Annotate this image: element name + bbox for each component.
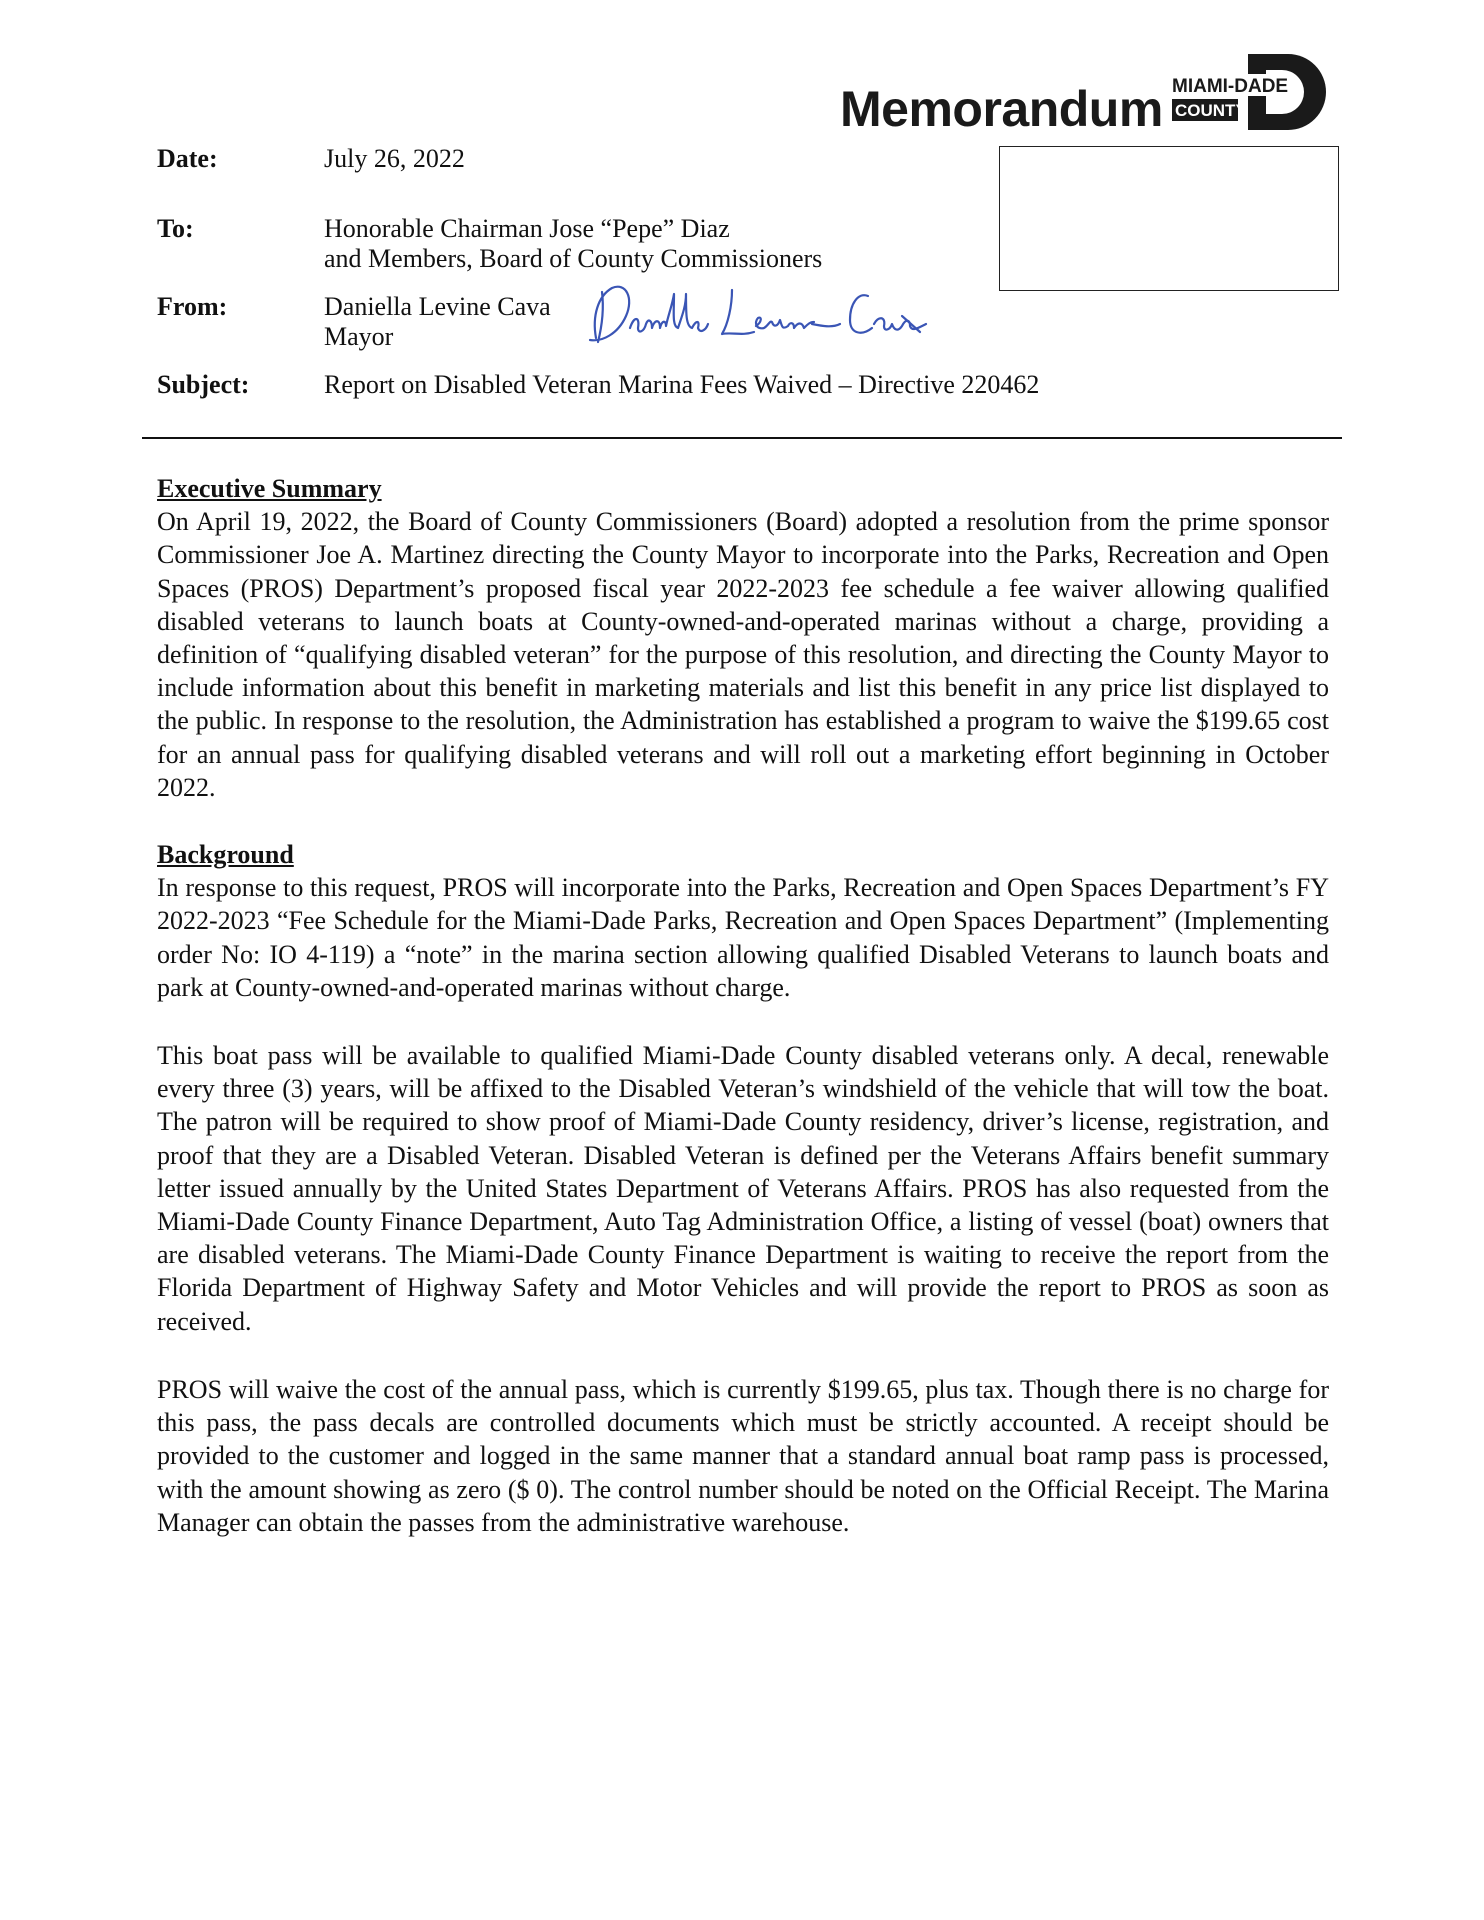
background-section: [157, 838, 1329, 1004]
to-label: To:: [157, 214, 194, 243]
from-label: From:: [157, 292, 228, 321]
subject-value: Report on Disabled Veteran Marina Fees Waived – Directive 220462: [324, 370, 1040, 399]
subject-label: Subject:: [157, 370, 250, 399]
background-paragraph-3-block: [157, 1373, 1329, 1539]
executive-summary-paragraph: On April 19, 2022, the Board of County Commissioners (Board) adopted a resolution from the prime sponsor Commissioner Joe A. Martinez directing the County Mayor to incorporate into the Parks, Recreation and Open Spaces (PROS) Department’s proposed fiscal year 2022-2023 fee schedule a fee waiver allowing qualified disabled veterans to launch boats at County-owned-and-operated marinas without a charge, providing a definition of “qualifying disabled veteran” for the purpose of this resolution, and directing the County Mayor to include information about this benefit in marketing materials and list this benefit in any price list displayed to the public. In response to the resolution, the Administration has established a program to waive the $199.65 cost for an annual pass for qualifying disabled veterans and will roll out a marketing effort beginning in October 2022.: [157, 507, 1329, 802]
from-title: Mayor: [324, 322, 394, 351]
executive-summary-heading: Executive Summary: [157, 474, 382, 503]
executive-summary-section: [157, 472, 1329, 804]
background-paragraph-2: This boat pass will be available to qualified Miami-Dade County disabled veterans only. A decal, renewable every three (3) years, will be affixed to the Disabled Veteran’s windshield of the vehicle that will tow the boat. The patron will be required to show proof of Miami-Dade County residency, driver’s license, registration, and proof that they are a Disabled Veteran. Disabled Veteran is defined per the Veterans Affairs benefit summary letter issued annually by the United States Department of Veterans Affairs. PROS has also requested from the Miami-Dade County Finance Department, Auto Tag Administration Office, a listing of vessel (boat) owners that are disabled veterans. The Miami-Dade County Finance Department is waiting to receive the report from the Florida Department of Highway Safety and Motor Vehicles and will provide the report to PROS as soon as received.: [157, 1041, 1329, 1336]
logo-text-line2: COUNTY: [1175, 101, 1247, 120]
to-recipient-line1: Honorable Chairman Jose “Pepe” Diaz: [324, 214, 730, 243]
from-name: Daniella Levine Cava: [324, 292, 551, 321]
background-paragraph-3: PROS will waive the cost of the annual pass, which is currently $199.65, plus tax. Though there is no charge for this pass, the pass decals are controlled documents which must be strictly accounted. A receipt should be provided to the customer and logged in the same manner that a standard annual boat ramp pass is processed, with the amount showing as zero ($ 0). The control number should be noted on the Official Receipt. The Marina Manager can obtain the passes from the administrative warehouse.: [157, 1375, 1329, 1537]
background-paragraph-1: In response to this request, PROS will incorporate into the Parks, Recreation and Open Spaces Department’s FY 2022-2023 “Fee Schedule for the Miami-Dade Parks, Recreation and Open Spaces Department” (Implementing order No: IO 4-119) a “note” in the marina section allowing qualified Disabled Veterans to launch boats and park at County-owned-and-operated marinas without charge.: [157, 873, 1329, 1002]
logo-text-line1: MIAMI-DADE: [1172, 76, 1289, 97]
date-value: July 26, 2022: [324, 144, 465, 173]
header-divider: [142, 437, 1342, 439]
memo-title: Memorandum: [840, 81, 1163, 137]
background-paragraph-2-block: [157, 1039, 1329, 1338]
miami-dade-logo: [1170, 52, 1328, 132]
clerk-stamp-box: [999, 146, 1339, 291]
background-heading: Background: [157, 840, 294, 869]
to-recipient-line2: and Members, Board of County Commissioners: [324, 244, 823, 273]
mayor-signature: [582, 276, 932, 356]
date-label: Date:: [157, 144, 218, 173]
